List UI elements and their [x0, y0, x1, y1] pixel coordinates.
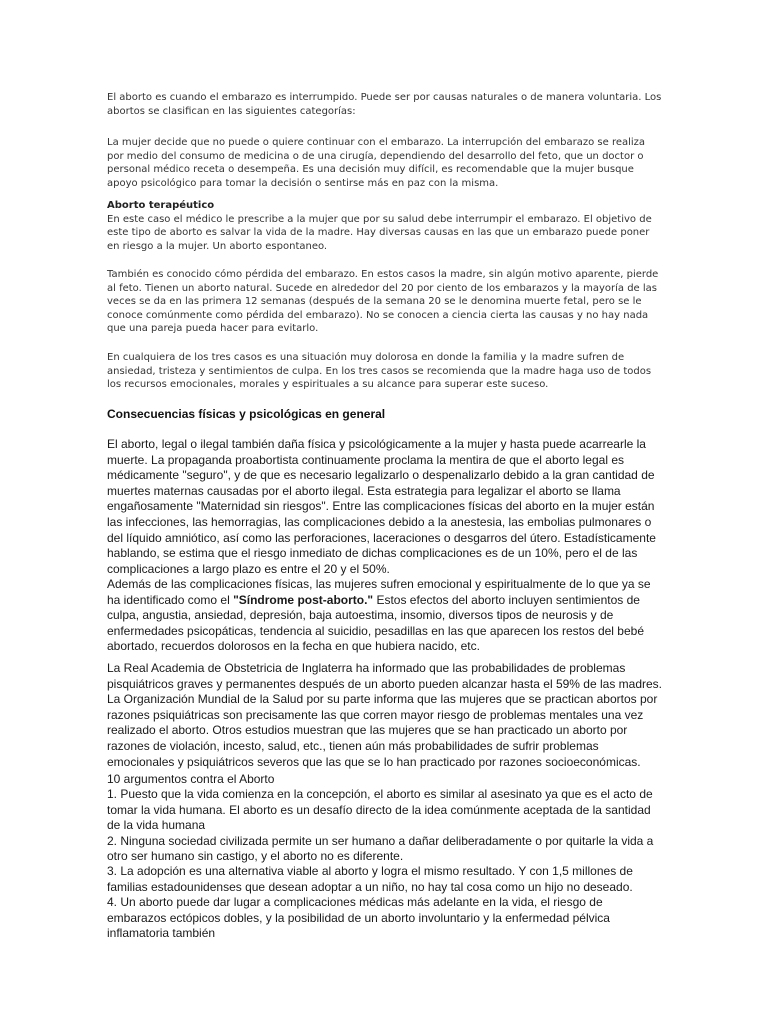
p2-text-after: Estos efectos del aborto incluyen sentimientos de culpa, angustia, ansiedad, depresión, baja autoestima, insomio, diversos tipos de neurosis y de enfermedades psicopáticas, tendencia al suicidio, pesadillas en las que aparecen los restos del bebé abortado, recuerdos dolorosos en la fecha en que hubiera nacido, etc. — [107, 592, 645, 654]
three-cases-paragraph: En cualquiera de los tres casos es una situación muy dolorosa en donde la familia y la madre sufren de ansiedad, tristeza y sentimientos de culpa. En los tres casos se recomienda que la madre haga uso de todos los recursos emocionales, morales y espirituales a su alcance para superar este suceso. — [107, 352, 652, 390]
post-abortion-syndrome-term: "Síndrome post-aborto." — [233, 592, 374, 607]
consequences-heading: Consecuencias físicas y psicológicas en general — [107, 407, 386, 421]
arguments-section — [107, 772, 663, 941]
consequences-paragraph-1: El aborto, legal o ilegal también daña física y psicológicamente a la mujer y hasta puede acarrearle la muerte. La propaganda proabortista continuamente proclama la mentira de que el aborto legal es médicamente "seguro", y de que es necesario legalizarlo o despenalizarlo debido a la gran cantidad de muertes maternas causadas por el aborto ilegal. Esta estrategia para legalizar el aborto se llama engañosamente "Maternidad sin riesgos". Entre las complicaciones físicas del aborto en la mujer están las infecciones, las hemorragias, las complicaciones debido a la anestesia, las embolias pulmonares o del líquido amniótico, así como las perforaciones, laceraciones o desgarros del útero. Estadísticamente hablando, se estima que el riesgo inmediato de dichas complicaciones es de un 10%, pero el de las complicaciones a largo plazo es entre el 20 y el 50%. — [107, 437, 656, 576]
therapeutic-abortion-heading: Aborto terapéutico — [107, 200, 215, 211]
argument-item-3: 3. La adopción es una alternativa viable al aborto y logra el mismo resultado. Y con 1,5 millones de familias estadounidenses que desean adoptar a un niño, no hay tal cosa como un hijo no deseado. — [107, 864, 633, 894]
voluntary-abortion-paragraph: La mujer decide que no puede o quiere continuar con el embarazo. La interrupción del embarazo se realiza por medio del consumo de medicina o de una cirugía, dependiendo del desarrollo del feto, que un doctor o personal médico receta o desempeña. Es una decisión muy difícil, es recomendable que la mujer busque apoyo psicológico para tomar la decisión o sentirse más en paz con la misma. — [107, 137, 646, 189]
argument-item-1: 1. Puesto que la vida comienza en la concepción, el aborto es similar al asesinato ya que es el acto de tomar la vida humana. El aborto es un desafío directo de la idea comúnmente aceptada de la santidad de la vida humana — [107, 787, 653, 833]
arguments-heading: 10 argumentos contra el Aborto — [107, 772, 275, 786]
consequences-paragraph-3: La Real Academia de Obstetricia de Inglaterra ha informado que las probabilidades de problemas pisquiátricos graves y permanentes después de un aborto pueden alcanzar hasta el 59% de las madres. La Organización Mundial de la Salud por su parte informa que las mujeres que se practican abortos por razones psiquiátricas son precisamente las que corren mayor riesgo de problemas mentales una vez realizado el aborto. Otros estudios muestran que las mujeres que se han practicado un aborto por razones de violación, incesto, salud, etc., tienen aún más probabilidades de sufrir problemas emocionales y psiquiátricos severos que las que se lo han practicado por razones socioeconómicas. — [107, 661, 663, 769]
consequences-paragraph-2 — [107, 577, 663, 655]
argument-item-4: 4. Un aborto puede dar lugar a complicaciones médicas más adelante en la vida, el riesgo de embarazos ectópicos dobles, y la posibilidad de un aborto involuntario y la enfermedad pélvica inflamatoria también — [107, 895, 610, 941]
therapeutic-abortion-text: En este caso el médico le prescribe a la mujer que por su salud debe interrumpir el embarazo. El objetivo de este tipo de aborto es salvar la vida de la madre. Hay diversas causas en las que un embarazo puede poner en riesgo a la mujer. Un aborto espontaneo. — [107, 213, 652, 252]
argument-item-2: 2. Ninguna sociedad civilizada permite un ser humano a dañar deliberadamente o por quitarle la vida a otro ser humano sin castigo, y el aborto no es diferente. — [107, 833, 654, 864]
intro-paragraph: El aborto es cuando el embarazo es interrumpido. Puede ser por causas naturales o de manera voluntaria. Los abortos se clasifican en las siguientes categorías: — [107, 92, 662, 117]
therapeutic-abortion-section — [107, 199, 663, 253]
p2-text-before: Además de las complicaciones físicas, las mujeres sufren emocional y espiritualmente de lo que ya se ha identificado como el — [107, 577, 651, 607]
spontaneous-abortion-paragraph: También es conocido cómo pérdida del embarazo. En estos casos la madre, sin algún motivo aparente, pierde al feto. Tienen un aborto natural. Sucede en alrededor del 20 por ciento de los embarazos y la mayoría de las veces se da en las primera 12 semanas (después de la semana 20 se le denomina muerte fetal, pero se le conoce comúnmente como pérdida del embarazo). No se conocen a ciencia cierta las causas y no hay nada que una pareja pueda hacer para evitarlo. — [107, 269, 659, 334]
